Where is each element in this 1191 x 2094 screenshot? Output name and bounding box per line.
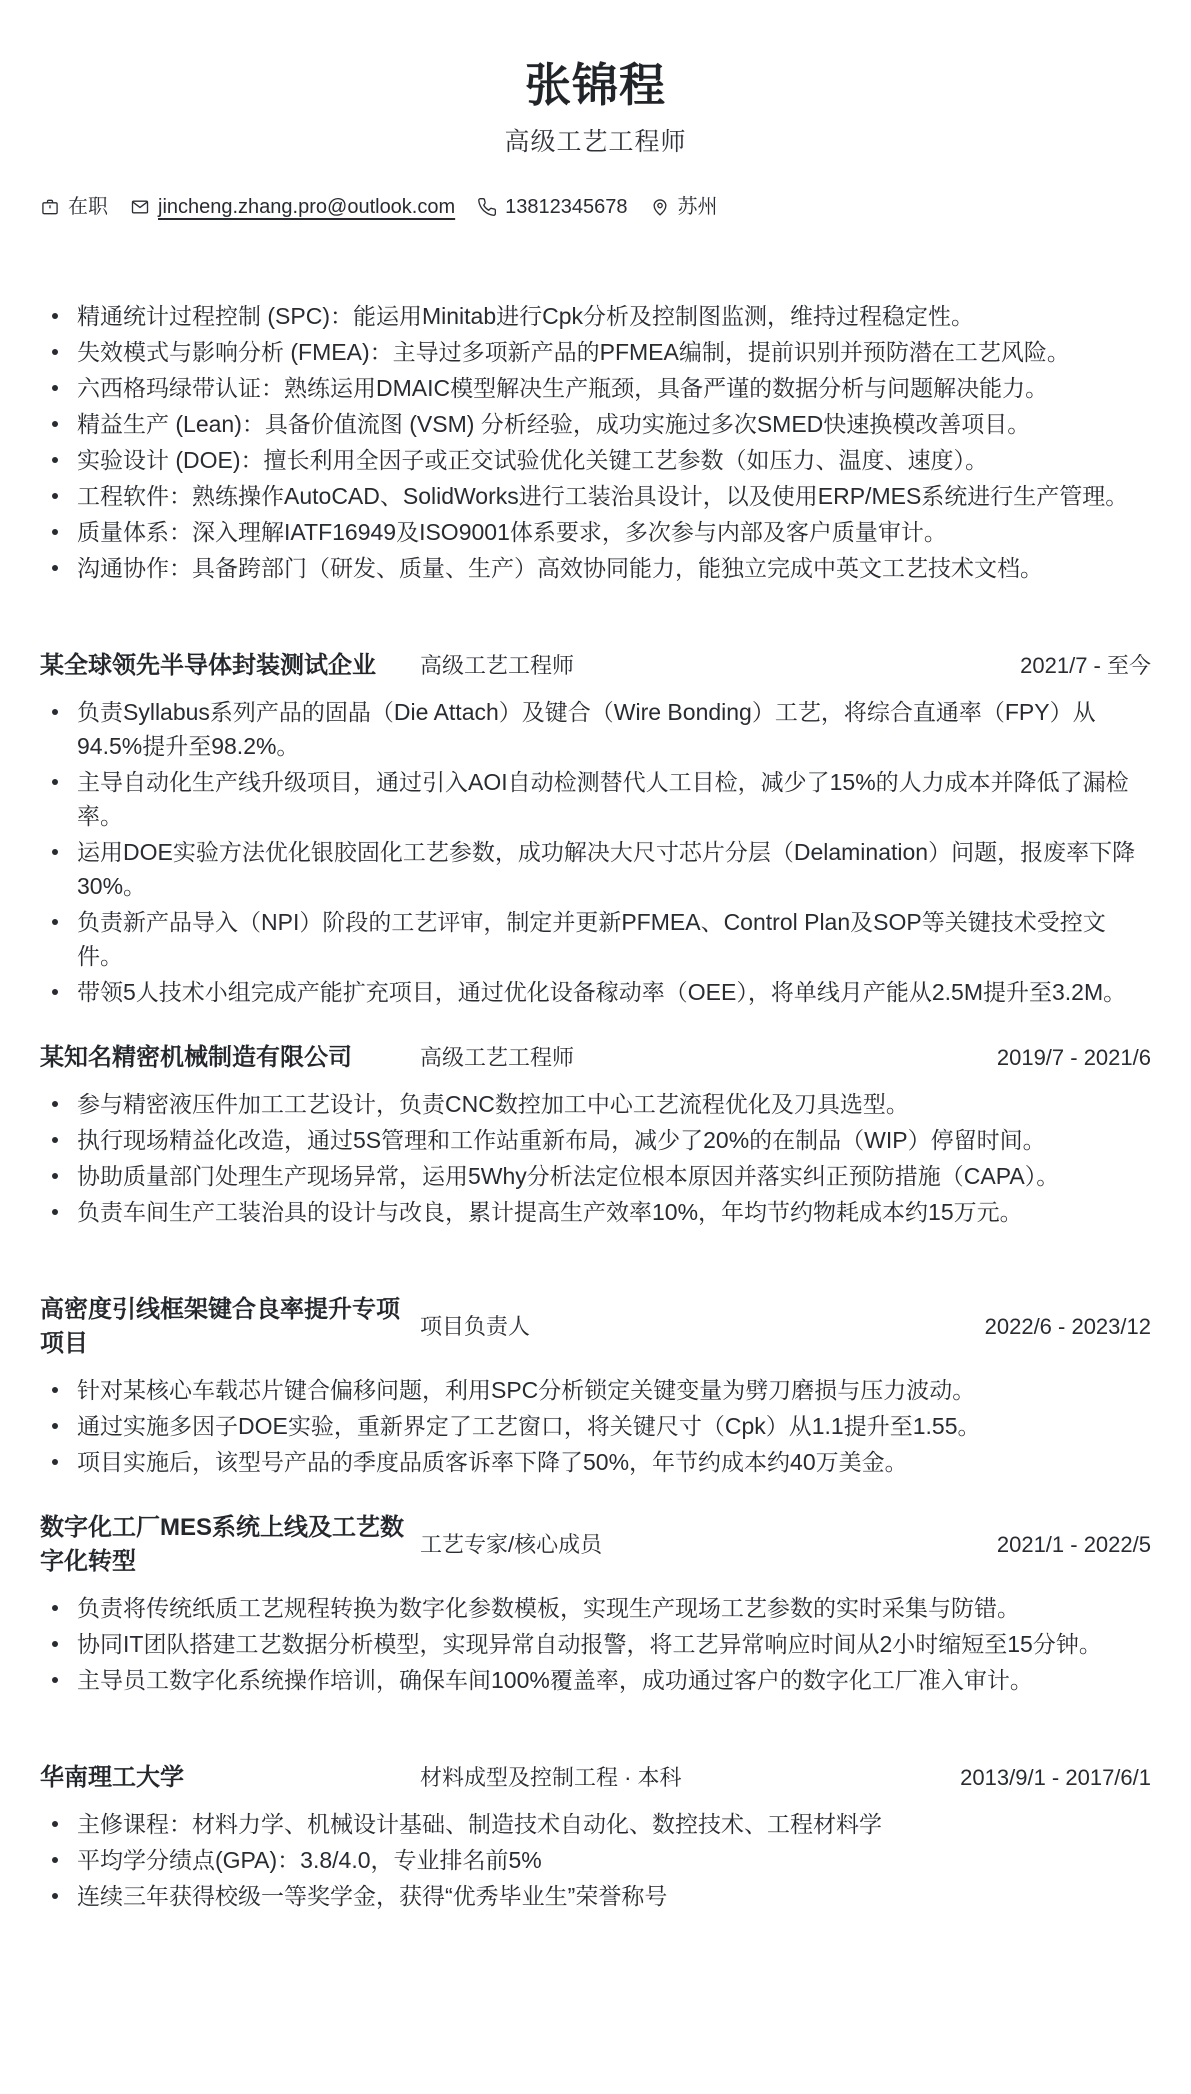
bullet-item: [40, 1123, 1151, 1157]
bullet-text: 协同IT团队搭建工艺数据分析模型，实现异常自动报警，将工艺异常响应时间从2小时缩短至15分钟。: [77, 1631, 1102, 1658]
bullet-text: 质量体系：深入理解IATF16949及ISO9001体系要求，多次参与内部及客户质量审计。: [77, 519, 947, 546]
bullet-item: [40, 1445, 1151, 1479]
bullet-dot-icon: [52, 709, 58, 715]
bullet-text: 主导自动化生产线升级项目，通过引入AOI自动检测替代人工目检，减少了15%的人力成本并降低了漏检率。: [77, 769, 1129, 830]
bullet-text: 工程软件：熟练操作AutoCAD、SolidWorks进行工装治具设计，以及使用ERP/MES系统进行生产管理。: [77, 483, 1129, 510]
summary-section: [40, 299, 1151, 585]
date-range: 2021/7 - 至今: [1020, 653, 1151, 679]
bullet-dot-icon: [52, 493, 58, 499]
role-title: 高级工艺工程师: [420, 653, 575, 679]
bullet-text: 负责将传统纸质工艺规程转换为数字化参数模板，实现生产现场工艺参数的实时采集与防错。: [77, 1595, 1020, 1622]
bullet-text: 负责新产品导入（NPI）阶段的工艺评审，制定并更新PFMEA、Control Plan及SOP等关键技术受控文件。: [77, 909, 1106, 970]
bullet-item: [40, 1663, 1151, 1697]
date-range: 2013/9/1 - 2017/6/1: [960, 1765, 1151, 1791]
bullet-dot-icon: [52, 1173, 58, 1179]
bullet-item: [40, 1627, 1151, 1661]
location-pin-icon: [650, 197, 670, 217]
bullet-item: [40, 1195, 1151, 1229]
employment-status: [40, 193, 108, 221]
project-role: 项目负责人: [420, 1314, 531, 1340]
education-list: [40, 1761, 1151, 1913]
envelope-icon: [130, 197, 150, 217]
bullet-item: [40, 443, 1151, 477]
bullet-dot-icon: [52, 1423, 58, 1429]
company-name: 某全球领先半导体封装测试企业: [40, 652, 376, 680]
bullet-dot-icon: [52, 1677, 58, 1683]
briefcase-icon: [40, 197, 60, 217]
location: [650, 193, 718, 221]
bullet-dot-icon: [52, 1387, 58, 1393]
bullet-item: [40, 905, 1151, 973]
location-label: 苏州: [677, 196, 718, 219]
phone: [477, 193, 627, 221]
bullet-dot-icon: [52, 1857, 58, 1863]
bullet-item: [40, 1409, 1151, 1443]
phone-icon: [477, 197, 497, 217]
bullet-text: 带领5人技术小组完成产能扩充项目，通过优化设备稼动率（OEE），将单线月产能从2.5M提升至3.2M。: [77, 979, 1127, 1006]
entry-header: [40, 1293, 1151, 1361]
role-title: 高级工艺工程师: [420, 1045, 575, 1071]
bullet-dot-icon: [52, 421, 58, 427]
bullet-item: [40, 1807, 1151, 1841]
resume-header: [40, 58, 1151, 221]
contact-row: [40, 193, 1151, 221]
phone-label: 13812345678: [505, 196, 628, 219]
candidate-name: 张锦程: [525, 59, 666, 111]
bullet-dot-icon: [52, 1101, 58, 1107]
bullet-text: 运用DOE实验方法优化银胶固化工艺参数，成功解决大尺寸芯片分层（Delamination）问题，报废率下降30%。: [77, 839, 1136, 900]
bullet-text: 六西格玛绿带认证：熟练运用DMAIC模型解决生产瓶颈，具备严谨的数据分析与问题解决能力。: [77, 375, 1049, 402]
entry-bullets: [40, 1807, 1151, 1913]
date-range: 2022/6 - 2023/12: [984, 1314, 1151, 1340]
bullet-item: [40, 335, 1151, 369]
bullet-dot-icon: [52, 989, 58, 995]
bullet-text: 主修课程：材料力学、机械设计基础、制造技术自动化、数控技术、工程材料学: [77, 1811, 882, 1838]
projects-section: [40, 1293, 1151, 1697]
entry-bullets: [40, 1373, 1151, 1479]
bullet-item: [40, 1087, 1151, 1121]
bullet-item: [40, 1879, 1151, 1913]
company-name: 某知名精密机械制造有限公司: [40, 1044, 352, 1072]
bullet-text: 主导员工数字化系统操作培训，确保车间100%覆盖率，成功通过客户的数字化工厂准入审计。: [77, 1667, 1033, 1694]
bullet-text: 负责Syllabus系列产品的固晶（Die Attach）及键合（Wire Bonding）工艺，将综合直通率（FPY）从94.5%提升至98.2%。: [77, 699, 1096, 760]
email-link[interactable]: [130, 193, 455, 221]
bullet-text: 连续三年获得校级一等奖学金，获得“优秀毕业生”荣誉称号: [77, 1883, 668, 1910]
bullet-item: [40, 765, 1151, 833]
bullet-item: [40, 1591, 1151, 1625]
project-entry: [40, 1293, 1151, 1479]
bullet-text: 通过实施多因子DOE实验，重新界定了工艺窗口，将关键尺寸（Cpk）从1.1提升至1.55。: [77, 1413, 981, 1440]
entry-header: [40, 1511, 1151, 1579]
bullet-dot-icon: [52, 1641, 58, 1647]
bullet-item: [40, 479, 1151, 513]
bullet-dot-icon: [52, 1821, 58, 1827]
bullet-item: [40, 695, 1151, 763]
bullet-dot-icon: [52, 1605, 58, 1611]
employment-status-label: 在职: [68, 196, 108, 219]
bullet-text: 失效模式与影响分析 (FMEA)：主导过多项新产品的PFMEA编制，提前识别并预防潜在工艺风险。: [77, 339, 1070, 366]
project-entry: [40, 1511, 1151, 1697]
bullet-dot-icon: [52, 1893, 58, 1899]
entry-header: [40, 1041, 1151, 1075]
date-range: 2019/7 - 2021/6: [996, 1045, 1151, 1071]
bullet-text: 平均学分绩点(GPA)：3.8/4.0，专业排名前5%: [77, 1847, 542, 1874]
bullet-item: [40, 835, 1151, 903]
bullet-dot-icon: [52, 849, 58, 855]
bullet-text: 实验设计 (DOE)：擅长利用全因子或正交试验优化关键工艺参数（如压力、温度、速度）。: [77, 447, 989, 474]
projects-list: [40, 1293, 1151, 1697]
project-name: 高密度引线框架键合良率提升专项项目: [40, 1296, 400, 1358]
school-name: 华南理工大学: [40, 1764, 184, 1792]
candidate-title: 高级工艺工程师: [504, 128, 687, 157]
entry-bullets: [40, 1087, 1151, 1229]
bullet-dot-icon: [52, 779, 58, 785]
bullet-text: 协助质量部门处理生产现场异常，运用5Why分析法定位根本原因并落实纠正预防措施（CAPA）。: [77, 1163, 1060, 1190]
bullet-dot-icon: [52, 565, 58, 571]
bullet-dot-icon: [52, 349, 58, 355]
project-role: 工艺专家/核心成员: [420, 1532, 603, 1558]
bullet-item: [40, 1843, 1151, 1877]
email-label: jincheng.zhang.pro@outlook.com: [158, 196, 456, 219]
bullet-dot-icon: [52, 313, 58, 319]
bullet-dot-icon: [52, 919, 58, 925]
bullet-text: 精益生产 (Lean)：具备价值流图 (VSM) 分析经验，成功实施过多次SMED快速换模改善项目。: [77, 411, 1031, 438]
bullet-text: 参与精密液压件加工工艺设计，负责CNC数控加工中心工艺流程优化及刀具选型。: [77, 1091, 909, 1118]
bullet-text: 负责车间生产工装治具的设计与改良，累计提高生产效率10%，年均节约物耗成本约15万元。: [77, 1199, 1023, 1226]
entry-header: [40, 649, 1151, 683]
experience-entry: [40, 1041, 1151, 1229]
program-degree: 材料成型及控制工程 · 本科: [420, 1765, 682, 1791]
entry-bullets: [40, 695, 1151, 1009]
bullet-dot-icon: [52, 457, 58, 463]
bullet-item: [40, 515, 1151, 549]
bullet-item: [40, 975, 1151, 1009]
bullet-item: [40, 371, 1151, 405]
entry-bullets: [40, 1591, 1151, 1697]
bullet-item: [40, 407, 1151, 441]
experience-entry: [40, 649, 1151, 1009]
summary-list: [40, 299, 1151, 585]
project-name: 数字化工厂MES系统上线及工艺数字化转型: [40, 1514, 405, 1576]
bullet-dot-icon: [52, 529, 58, 535]
bullet-item: [40, 1373, 1151, 1407]
education-section: [40, 1761, 1151, 1913]
bullet-text: 沟通协作：具备跨部门（研发、质量、生产）高效协同能力，能独立完成中英文工艺技术文档。: [77, 555, 1043, 582]
bullet-dot-icon: [52, 385, 58, 391]
education-entry: [40, 1761, 1151, 1913]
bullet-text: 执行现场精益化改造，通过5S管理和工作站重新布局，减少了20%的在制品（WIP）停留时间。: [77, 1127, 1046, 1154]
bullet-item: [40, 1159, 1151, 1193]
bullet-text: 项目实施后，该型号产品的季度品质客诉率下降了50%，年节约成本约40万美金。: [77, 1449, 908, 1476]
bullet-dot-icon: [52, 1209, 58, 1215]
bullet-text: 精通统计过程控制 (SPC)：能运用Minitab进行Cpk分析及控制图监测，维持过程稳定性。: [77, 303, 975, 330]
bullet-item: [40, 299, 1151, 333]
experience-list: [40, 649, 1151, 1229]
entry-header: [40, 1761, 1151, 1795]
experience-section: [40, 649, 1151, 1229]
date-range: 2021/1 - 2022/5: [996, 1532, 1151, 1558]
bullet-dot-icon: [52, 1459, 58, 1465]
bullet-item: [40, 551, 1151, 585]
bullet-text: 针对某核心车载芯片键合偏移问题，利用SPC分析锁定关键变量为劈刀磨损与压力波动。: [77, 1377, 976, 1404]
bullet-dot-icon: [52, 1137, 58, 1143]
